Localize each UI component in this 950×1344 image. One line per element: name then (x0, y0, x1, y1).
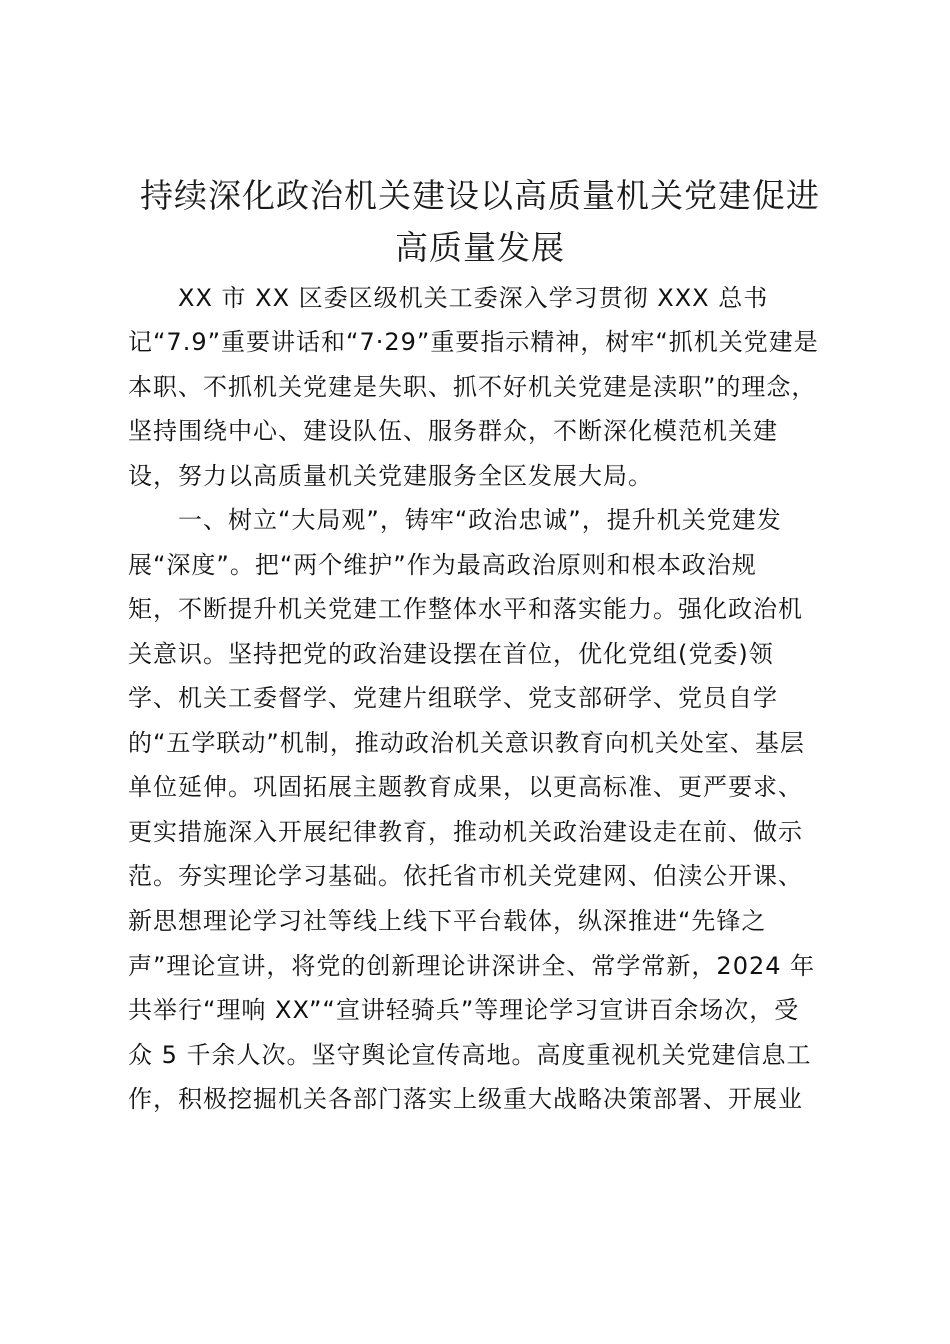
text-line: 学、机关工委督学、党建片组联学、党支部研学、党员自学 (128, 684, 778, 712)
document-title-line-2: 高质量发展 (395, 228, 565, 267)
text-line: 矩，不断提升机关党建工作整体水平和落实能力。强化政治机 (128, 595, 803, 623)
text-line: 新思想理论学习社等线上线下平台载体，纵深推进“先锋之 (128, 907, 767, 935)
text-line: 范。夯实理论学习基础。依托省市机关党建网、伯渎公开课、 (128, 862, 803, 890)
text-line: 关意识。坚持把党的政治建设摆在首位，优化党组(党委)领 (128, 640, 774, 668)
text-line: 记“7.9”重要讲话和“7·29”重要指示精神，树牢“抓机关党建是 (128, 328, 819, 356)
text-line: 坚持围绕中心、建设队伍、服务群众，不断深化模范机关建 (128, 417, 778, 445)
text-line: 共举行“理响 XX”“宣讲轻骑兵”等理论学习宣讲百余场次，受 (128, 996, 800, 1024)
text-line: 的“五学联动”机制，推动政治机关意识教育向机关处室、基层 (128, 729, 805, 757)
text-line: 众 5 千余人次。坚守舆论宣传高地。高度重视机关党建信息工 (128, 1041, 812, 1069)
text-line: 本职、不抓机关党建是失职、抓不好机关党建是渎职”的理念， (128, 373, 817, 401)
text-line: 更实措施深入开展纪律教育，推动机关政治建设走在前、做示 (128, 818, 803, 846)
text-line: 单位延伸。巩固拓展主题教育成果，以更高标准、更严要求、 (128, 773, 803, 801)
document-title-line-1: 持续深化政治机关建设以高质量机关党建促进 (140, 176, 820, 215)
text-line: 展“深度”。把“两个维护”作为最高政治原则和根本政治规 (128, 551, 757, 579)
text-line: 一、树立“大局观”，铸牢“政治忠诚”，提升机关党建发 (178, 506, 782, 534)
text-line: XX 市 XX 区委区级机关工委深入学习贯彻 XXX 总书 (178, 284, 769, 312)
text-line: 设，努力以高质量机关党建服务全区发展大局。 (128, 462, 653, 490)
text-line: 作，积极挖掘机关各部门落实上级重大战略决策部署、开展业 (128, 1085, 803, 1113)
text-line: 声”理论宣讲，将党的创新理论讲深讲全、常学常新，2024 年 (128, 952, 816, 980)
